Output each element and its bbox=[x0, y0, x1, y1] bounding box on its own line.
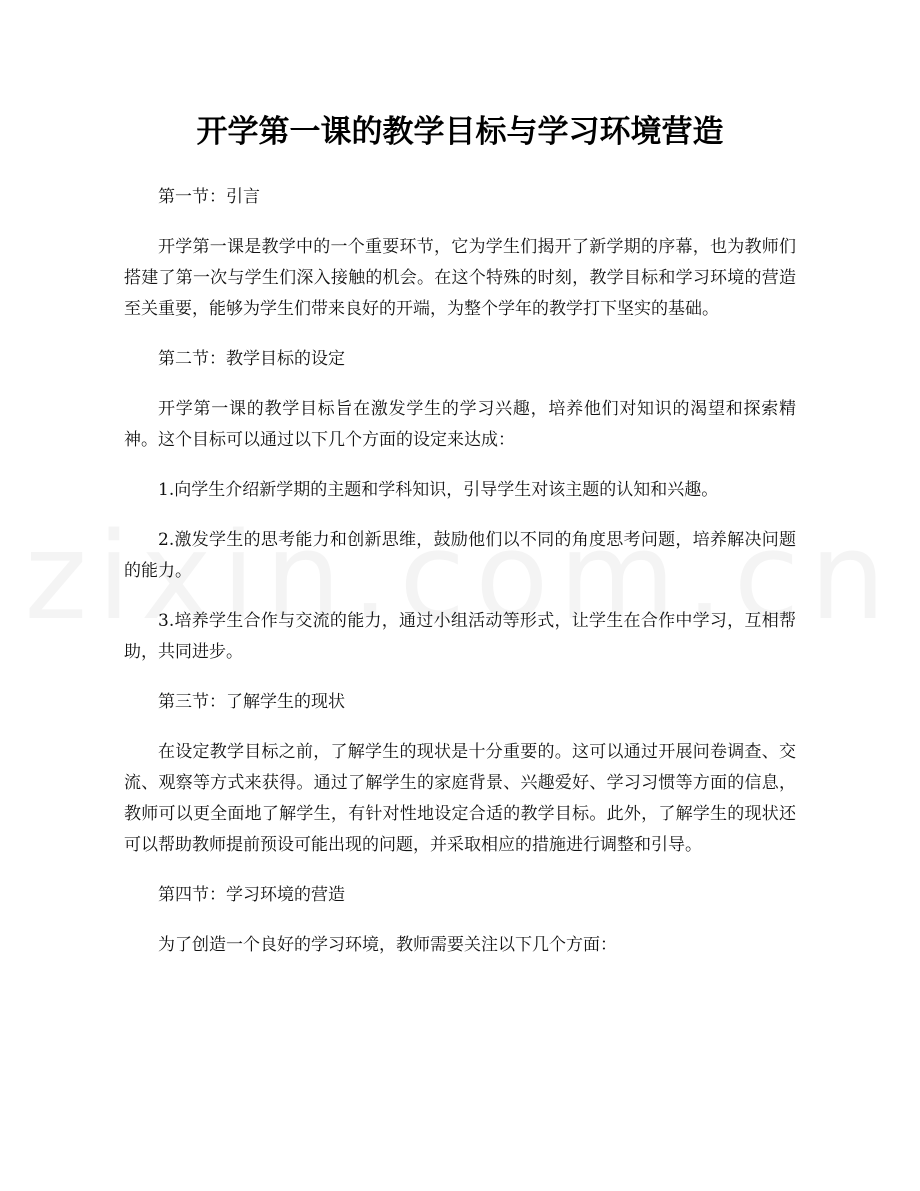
paragraph: 在设定教学目标之前，了解学生的现状是十分重要的。这可以通过开展问卷调查、交流、观察等方式来获得。通过了解学生的家庭背景、兴趣爱好、学习习惯等方面的信息，教师可以更全面地了解学生，有针对性地设定合适的教学目标。此外，了解学生的现状还可以帮助教师提前预设可能出现的问题，并采取相应的措施进行调整和引导。 bbox=[124, 742, 796, 855]
section-heading: 第四节：学习环境的营造 bbox=[158, 885, 345, 905]
paragraph: 开学第一课的教学目标旨在激发学生的学习兴趣，培养他们对知识的渴望和探索精神。这个目标可以通过以下几个方面的设定来达成： bbox=[124, 399, 796, 450]
list-item: 1.向学生介绍新学期的主题和学科知识，引导学生对该主题的认知和兴趣。 bbox=[158, 480, 719, 500]
list-item: 2.激发学生的思考能力和创新思维，鼓励他们以不同的角度思考问题，培养解决问题的能力。 bbox=[124, 530, 796, 581]
document-body bbox=[124, 182, 796, 980]
list-item: 3.培养学生合作与交流的能力，通过小组活动等形式，让学生在合作中学习，互相帮助，共同进步。 bbox=[124, 611, 796, 662]
document-title: 开学第一课的教学目标与学习环境营造 bbox=[196, 114, 724, 150]
section-heading: 第三节：了解学生的现状 bbox=[158, 692, 345, 712]
section-heading: 第一节：引言 bbox=[158, 187, 260, 207]
paragraph: 为了创造一个良好的学习环境，教师需要关注以下几个方面： bbox=[158, 935, 617, 955]
section-heading: 第二节：教学目标的设定 bbox=[158, 349, 345, 369]
paragraph: 开学第一课是教学中的一个重要环节，它为学生们揭开了新学期的序幕，也为教师们搭建了第一次与学生们深入接触的机会。在这个特殊的时刻，教学目标和学习环境的营造至关重要，能够为学生们带来良好的开端，为整个学年的教学打下坚实的基础。 bbox=[124, 237, 796, 319]
